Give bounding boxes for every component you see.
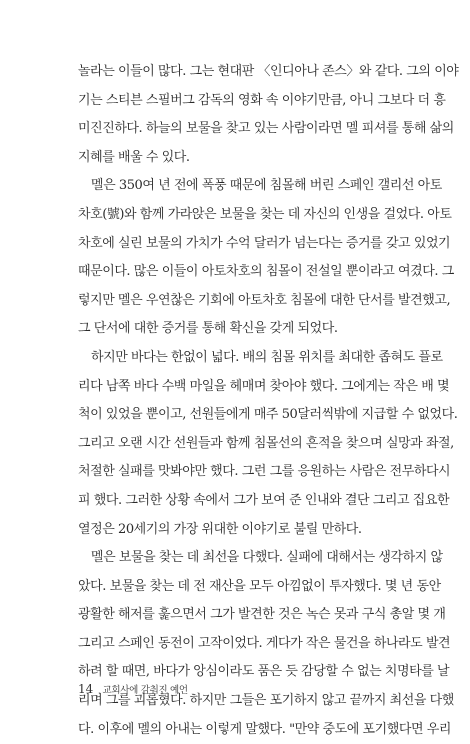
text-line: 았다. 보물을 찾는 데 전 재산을 모두 아낌없이 투자했다. 몇 년 동안 xyxy=(78,578,441,594)
text-line: 하지만 바다는 한없이 넓다. 배의 침몰 위치를 최대한 좁혀도 플로 xyxy=(91,349,443,365)
text-line: 지혜를 배울 수 있다. xyxy=(78,149,190,165)
text-line: 미진진하다. 하늘의 보물을 찾고 있는 사람이라면 멜 피셔를 통해 삶의 xyxy=(78,121,454,137)
text-line: 때문이다. 많은 이들이 아토차호의 침몰이 전설일 뿐이라고 여겼다. 그 xyxy=(78,264,454,280)
text-line: 처절한 실패를 맛봐야만 했다. 그런 그를 응원하는 사람은 전무하다시 xyxy=(78,464,451,480)
text-line: 차호(號)와 함께 가라앉은 보물을 찾는 데 자신의 인생을 걸었다. 아토 xyxy=(78,206,452,222)
text-line: 다. 이후에 멜의 아내는 이렇게 말했다. "만약 중도에 포기했다면 우리 xyxy=(78,721,451,737)
text-line: 척이 있었을 뿐이고, 선원들에게 매주 50달러씩밖에 지급할 수 없었다. xyxy=(78,407,458,423)
text-line: 리며 그를 괴롭혔다. 하지만 그들은 포기하지 않고 끝까지 최선을 다했 xyxy=(78,693,454,709)
text-line: 멜은 보물을 찾는 데 최선을 다했다. 실패에 대해서는 생각하지 않 xyxy=(91,550,443,566)
text-line: 놀라는 이들이 많다. 그는 현대판 〈인디아나 존스〉와 같다. 그의 이야 xyxy=(78,64,459,79)
text-line: 차호에 실린 보물의 가치가 수억 달러가 넘는다는 증거를 갖고 있었기 xyxy=(78,235,451,251)
text-line: 그리고 스페인 동전이 고작이었다. 게다가 작은 물건을 하나라도 발견 xyxy=(78,635,451,651)
text-line: 멜은 350여 년 전에 폭풍 때문에 침몰해 버린 스페인 갤리선 아토 xyxy=(91,178,442,194)
text-line: 피 했다. 그러한 상황 속에서 그가 보여 준 인내와 결단 그리고 집요한 xyxy=(78,492,450,508)
page-footer xyxy=(78,682,188,696)
text-line: 그리고 오랜 시간 선원들과 함께 침몰선의 흔적을 찾으며 실망과 좌절, xyxy=(78,435,454,451)
text-line: 기는 스티븐 스필버그 감독의 영화 속 이야기만큼, 아니 그보다 더 흥 xyxy=(78,92,446,108)
text-line: 광활한 해저를 훑으면서 그가 발견한 것은 녹슨 못과 구식 총알 몇 개 xyxy=(78,607,446,623)
page-number: 14 xyxy=(78,682,94,696)
body-text xyxy=(78,58,459,744)
text-line: 하려 할 때면, 바다가 앙심이라도 품은 듯 감당할 수 없는 치명타를 날 xyxy=(78,664,450,680)
text-line: 리다 남쪽 바다 수백 마일을 헤매며 찾아야 했다. 그에게는 작은 배 몇 xyxy=(78,378,450,394)
text-line: 열정은 20세기의 가장 위대한 이야기로 불릴 만하다. xyxy=(78,521,362,537)
text-line: 그 단서에 대한 증거를 통해 확신을 갖게 되었다. xyxy=(78,321,338,337)
running-title: 교회사에 감춰진 예언 xyxy=(102,685,188,696)
text-line: 렇지만 멜은 우연찮은 기회에 아토차호 침몰에 대한 단서를 발견했고, xyxy=(78,292,451,308)
